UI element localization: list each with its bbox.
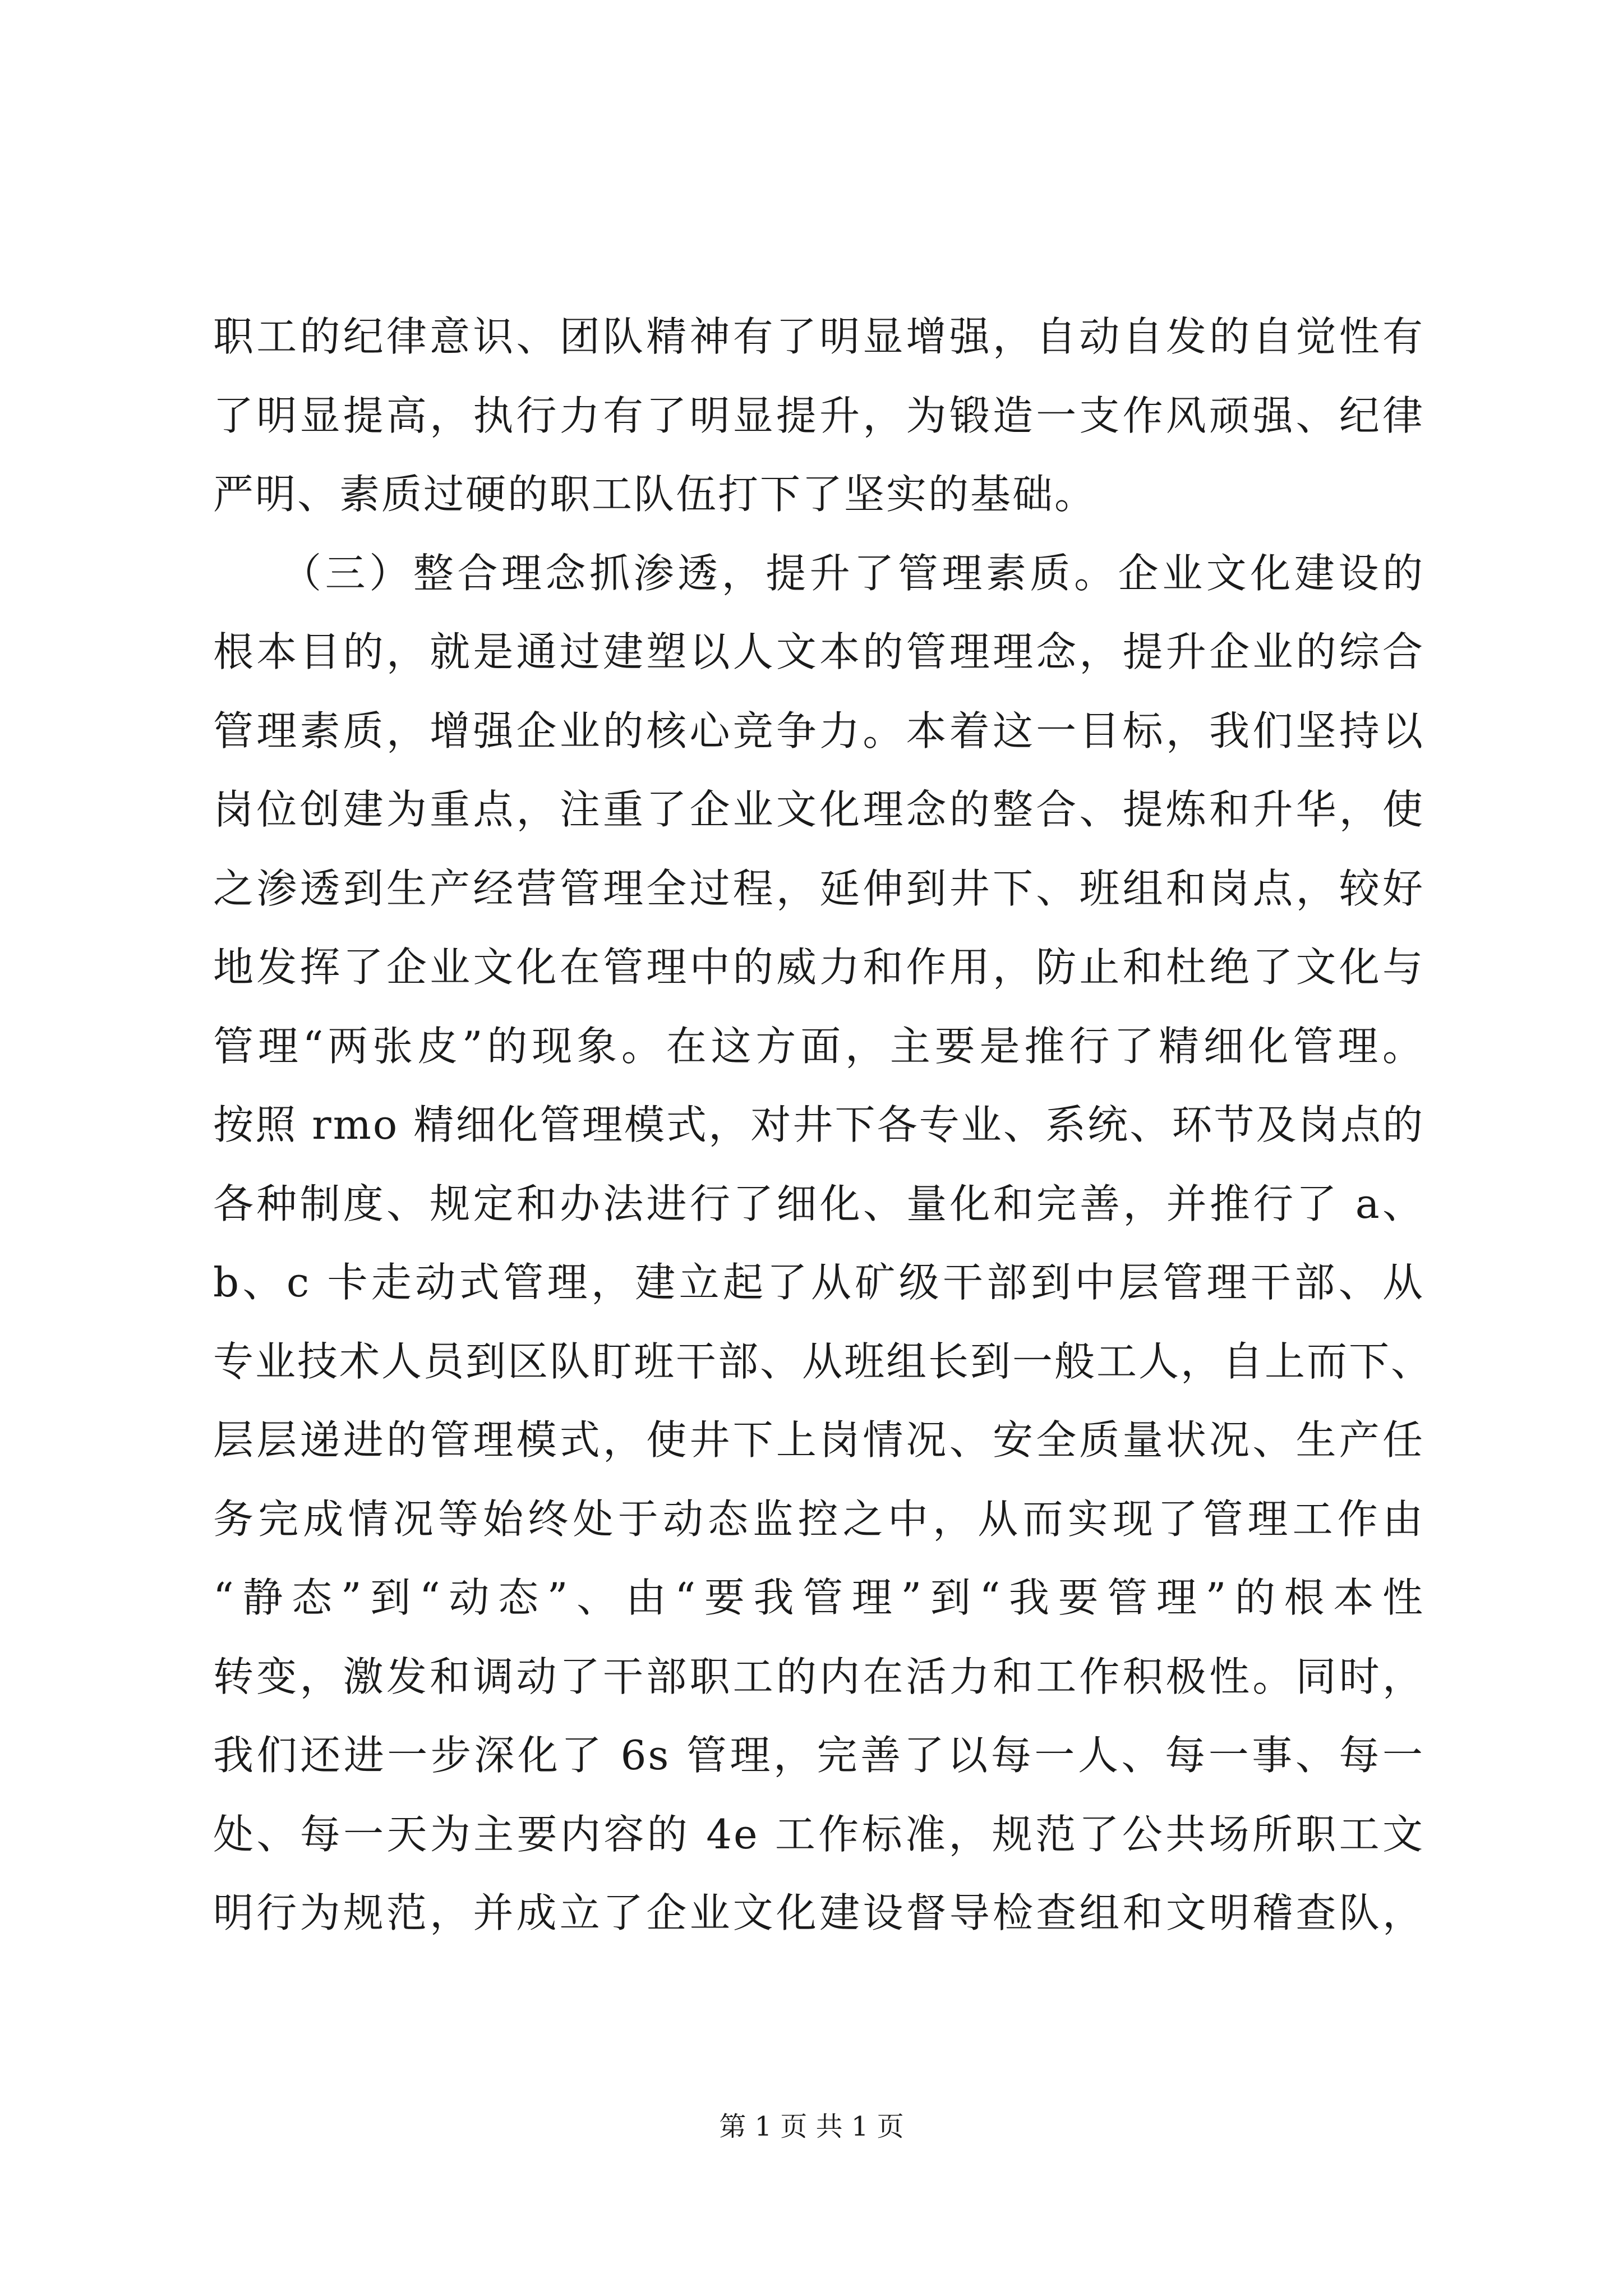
text-line: 管理素质，增强企业的核心竞争力。本着这一目标，我们坚持以	[213, 707, 1424, 754]
text-line: 职工的纪律意识、团队精神有了明显增强，自动自发的自觉性有	[213, 313, 1424, 360]
text-line: “静态”到“动态”、由“要我管理”到“我要管理”的根本性	[213, 1574, 1424, 1621]
text-line: 转变，激发和调动了干部职工的内在活力和工作积极性。同时，	[213, 1653, 1424, 1700]
text-line: 层层递进的管理模式，使井下上岗情况、安全质量状况、生产任	[213, 1416, 1424, 1464]
text-line: 务完成情况等始终处于动态监控之中，从而实现了管理工作由	[213, 1495, 1424, 1543]
text-line: 按照 rmo 精细化管理模式，对井下各专业、系统、环节及岗点的	[213, 1101, 1424, 1148]
text-line: 地发挥了企业文化在管理中的威力和作用，防止和杜绝了文化与	[213, 944, 1424, 991]
text-line: 专业技术人员到区队盯班干部、从班组长到一般工人，自上而下、	[213, 1337, 1433, 1385]
text-line: 之渗透到生产经营管理全过程，延伸到井下、班组和岗点，较好	[213, 864, 1424, 912]
text-line: （三）整合理念抓渗透，提升了管理素质。企业文化建设的	[213, 549, 1424, 597]
text-line: 处、每一天为主要内容的 4e 工作标准，规范了公共场所职工文	[213, 1810, 1424, 1858]
text-line: 明行为规范，并成立了企业文化建设督导检查组和文明稽查队，	[213, 1889, 1424, 1936]
body-text	[213, 297, 1433, 1953]
text-line: b、c 卡走动式管理，建立起了从矿级干部到中层管理干部、从	[213, 1259, 1424, 1306]
text-line: 岗位创建为重点，注重了企业文化理念的整合、提炼和升华，使	[213, 786, 1424, 833]
text-line: 根本目的，就是通过建塑以人文本的管理理念，提升企业的综合	[213, 628, 1424, 675]
text-line: 我们还进一步深化了 6s 管理，完善了以每一人、每一事、每一	[213, 1732, 1424, 1779]
text-line: 管理“两张皮”的现象。在这方面，主要是推行了精细化管理。	[213, 1022, 1424, 1070]
text-line: 严明、素质过硬的职工队伍打下了坚实的基础。	[213, 471, 1097, 518]
page-number-footer: 第 1 页 共 1 页	[719, 2111, 904, 2142]
text-line: 各种制度、规定和办法进行了细化、量化和完善，并推行了 a、	[213, 1180, 1424, 1227]
text-line: 了明显提高，执行力有了明显提升，为锻造一支作风顽强、纪律	[213, 392, 1424, 439]
